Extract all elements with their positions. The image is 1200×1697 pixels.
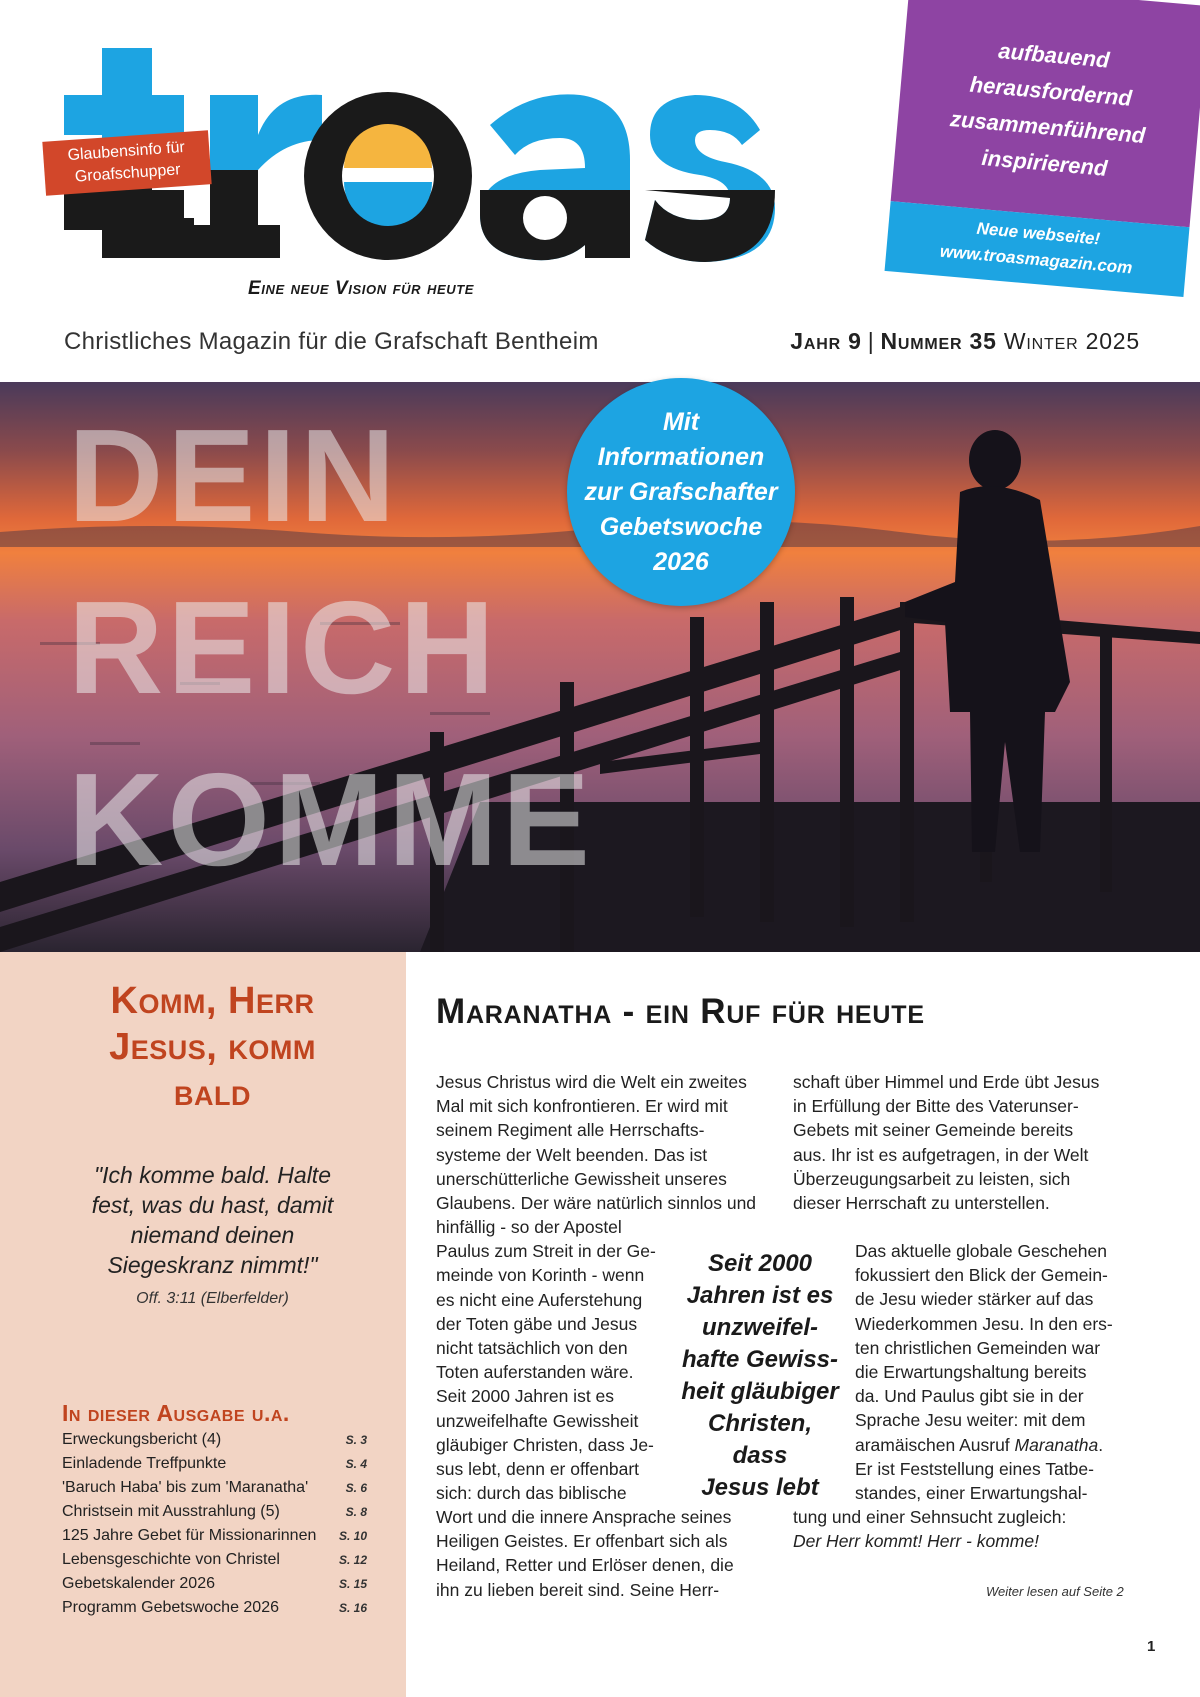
article-line: Wort und die innere Ansprache seines [436, 1507, 732, 1527]
sidebar-heading-line: Komm, Herr [110, 980, 315, 1022]
toc-item[interactable] [62, 1452, 367, 1476]
article-line: in Erfüllung der Bitte des Vaterunser- [793, 1096, 1079, 1117]
article-line: standes, einer Erwartungshal- [855, 1483, 1088, 1504]
issue-number: Nummer 35 [880, 328, 997, 354]
article-line: nicht tatsächlich von den [436, 1338, 628, 1359]
article-line: Toten auferstanden wäre. [436, 1362, 634, 1383]
pull-quote-line: Jesus lebt [701, 1474, 819, 1501]
article-line-final [793, 1529, 1066, 1553]
slogan: Eine neue Vision für heute [248, 278, 475, 299]
article-line: Er ist Feststellung eines Tatbe- [855, 1458, 1094, 1479]
issue-season: Winter 2025 [1003, 328, 1140, 354]
bubble-line: Mit [662, 407, 700, 436]
toc-item[interactable] [62, 1500, 367, 1524]
article-col1-top [436, 1070, 756, 1215]
toc-item-page: S. 10 [338, 1529, 367, 1543]
bubble-line: Gebetswoche [599, 512, 763, 541]
website-announcement: Neue webseite! [975, 218, 1101, 249]
corner-value: herausfordernd [968, 71, 1133, 111]
toc-item-title: Einladende Treffpunkte [62, 1455, 227, 1472]
article-line: unerschütterliche Gewissheit unseres [436, 1168, 727, 1189]
article-line: sus lebt, denn er offenbart [436, 1459, 640, 1480]
toc-item[interactable] [62, 1548, 367, 1572]
sidebar-heading-line: bald [174, 1072, 251, 1114]
toc-item[interactable] [62, 1524, 367, 1548]
article-line: ihn zu lieben bereit sind. Seine Herr- [436, 1579, 720, 1600]
article-line: schaft über Himmel und Erde übt Jesus [793, 1072, 1100, 1092]
hero-headline-word: KOMME [68, 746, 594, 893]
page-number: 1 [1147, 1638, 1156, 1655]
toc-item[interactable] [62, 1596, 367, 1620]
toc-item-page: S. 6 [345, 1481, 367, 1495]
table-of-contents [62, 1428, 367, 1620]
toc-item-page: S. 4 [345, 1457, 367, 1471]
logo-tagline-line: Groafschupper [74, 161, 182, 186]
corner-badge [884, 0, 1200, 307]
toc-item-title: Lebensgeschichte von Christel [62, 1551, 280, 1568]
bubble-line: zur Grafschafter [584, 477, 778, 506]
bible-quote-line: niemand deinen [130, 1222, 295, 1248]
toc-item[interactable] [62, 1428, 367, 1452]
bubble-line: Informationen [597, 442, 765, 471]
issue-divider: | [867, 328, 875, 354]
sidebar-heading-line: Jesus, komm [109, 1026, 316, 1068]
article-line: systeme der Welt beenden. Das ist [436, 1144, 708, 1165]
bible-quote-source: Off. 3:11 (Elberfelder) [136, 1290, 289, 1307]
article-line: sich: durch das biblische [436, 1483, 627, 1504]
maranatha-term: Maranatha [1014, 1434, 1099, 1455]
sidebar-heading [40, 978, 385, 1116]
toc-item[interactable] [62, 1476, 367, 1500]
article-final-exclamation: Der Herr kommt! Herr - komme! [793, 1531, 1039, 1552]
pull-quote-line: heit gläubiger [681, 1378, 839, 1405]
article-line: die Erwartungshaltung bereits [855, 1362, 1087, 1383]
toc-item-page: S. 12 [338, 1553, 367, 1567]
toc-item-title: Erweckungsbericht (4) [62, 1431, 222, 1448]
toc-item-title: Gebetskalender 2026 [62, 1575, 215, 1592]
article-col1-narrow [436, 1215, 656, 1505]
article-line: es nicht eine Auferstehung [436, 1289, 643, 1310]
hero-headline-word: DEIN [68, 402, 400, 549]
bible-quote-line: fest, was du hast, damit [91, 1192, 334, 1218]
toc-item-title: 'Baruch Haba' bis zum 'Maranatha' [62, 1479, 309, 1496]
article-line: Wiederkommen Jesu. In den ers- [855, 1313, 1113, 1334]
article-line: Gebets mit seiner Gemeinde bereits [793, 1120, 1074, 1141]
article-line: Glaubens. Der wäre natürlich sinnlos und [436, 1193, 757, 1214]
toc-item-title: Programm Gebetswoche 2026 [62, 1599, 279, 1616]
article-line: unzweifelhafte Gewissheit [436, 1410, 639, 1431]
article-line-text: aramäischen Ausruf [855, 1434, 1010, 1455]
toc-item-title: Christsein mit Ausstrahlung (5) [62, 1503, 280, 1520]
corner-value: zusammenführend [949, 106, 1147, 149]
article-line: Überzeugungsarbeit zu leisten, sich [793, 1168, 1071, 1189]
pull-quote [680, 1248, 840, 1504]
article-col2-narrow [855, 1239, 1113, 1505]
article-line: Mal mit sich konfrontieren. Er wird mit [436, 1096, 728, 1117]
article-line [855, 1433, 1113, 1457]
pull-quote-line: Christen, dass [707, 1410, 812, 1469]
article-line: seinem Regiment alle Herrschafts- [436, 1120, 705, 1141]
toc-item-title: 125 Jahre Gebet für Missionarinnen [62, 1527, 317, 1544]
article-line-punct: . [1098, 1434, 1104, 1455]
article-line: fokussiert den Blick der Gemein- [855, 1265, 1108, 1286]
corner-value: aufbauend [997, 38, 1111, 73]
article-line: Paulus zum Streit in der Ge- [436, 1241, 656, 1262]
article-line: Heiland, Retter und Erlöser denen, die [436, 1555, 734, 1576]
pull-quote-line: Jahren ist es [686, 1282, 834, 1309]
magazine-subtitle: Christliches Magazin für die Grafschaft Bentheim [64, 328, 599, 355]
article-line: der Toten gäbe und Jesus [436, 1313, 638, 1334]
article-title: Maranatha - ein Ruf für heute [436, 992, 925, 1031]
article-line: Heiligen Geistes. Er offenbart sich als [436, 1531, 728, 1552]
issue-info [790, 328, 1140, 355]
toc-item-page: S. 15 [338, 1577, 367, 1591]
corner-value: inspirierend [980, 144, 1109, 181]
pull-quote-line: Seit 2000 [707, 1250, 813, 1277]
logo-tagline-badge [42, 130, 211, 195]
article-line: tung und einer Sehnsucht zugleich: [793, 1507, 1067, 1527]
article-line: ten christlichen Gemeinden war [855, 1337, 1101, 1358]
toc-item-page: S. 16 [338, 1601, 367, 1615]
toc-item-page: S. 8 [345, 1505, 367, 1519]
bible-quote [60, 1160, 365, 1280]
article-col2-top [793, 1070, 1099, 1215]
article-line: de Jesu wieder stärker auf das [855, 1289, 1094, 1310]
pull-quote-line: unzweifel- [701, 1314, 818, 1341]
bubble-line: 2026 [653, 547, 709, 576]
article-line: da. Und Paulus gibt sie in der [855, 1386, 1084, 1407]
article-line: Sprache Jesu weiter: mit dem [855, 1410, 1086, 1431]
article-line: Seit 2000 Jahren ist es [436, 1386, 615, 1407]
article-line: dieser Herrschaft zu unterstellen. [793, 1193, 1050, 1214]
corner-values-panel [891, 0, 1200, 227]
toc-title: In dieser Ausgabe u.a. [62, 1400, 290, 1426]
toc-item[interactable] [62, 1572, 367, 1596]
pull-quote-line: hafte Gewiss- [681, 1346, 839, 1373]
article-line: gläubiger Christen, dass Je- [436, 1434, 654, 1455]
article-line: Das aktuelle globale Geschehen [855, 1241, 1107, 1261]
article-col1-bottom [436, 1505, 734, 1602]
article-line: meinde von Korinth - wenn [436, 1265, 645, 1286]
hero-headline-word: REICH [68, 574, 499, 721]
article-col2-bottom [793, 1505, 1066, 1553]
toc-item-page: S. 3 [345, 1433, 367, 1447]
bible-quote-line: Siegeskranz nimmt!" [107, 1252, 318, 1278]
bible-quote-line: "Ich komme bald. Halte [94, 1162, 331, 1188]
prayer-week-bubble [567, 378, 795, 606]
article-line: hinfällig - so der Apostel [436, 1217, 622, 1237]
continue-reading-link[interactable]: Weiter lesen auf Seite 2 [986, 1584, 1124, 1599]
article-line: aus. Ihr ist es aufgetragen, in der Welt [793, 1144, 1089, 1165]
website-url[interactable]: www.troasmagazin.com [939, 241, 1134, 278]
article-line: Jesus Christus wird die Welt ein zweites [436, 1072, 747, 1092]
issue-year: Jahr 9 [790, 328, 862, 354]
logo-tagline-line: Glaubensinfo für [67, 138, 186, 165]
